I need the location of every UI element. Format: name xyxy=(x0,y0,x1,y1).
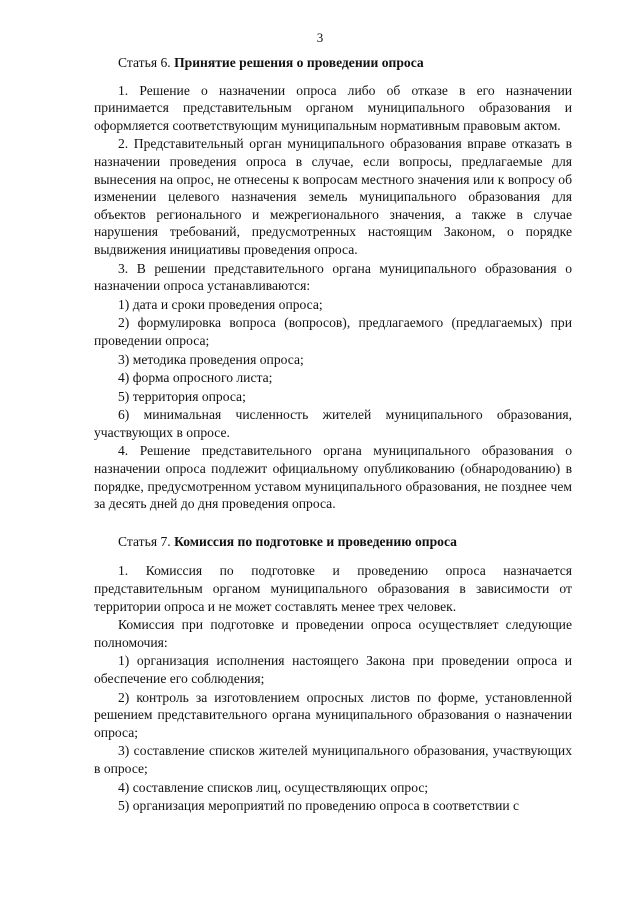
article-7-list-item-4: 4) составление списков лиц, осуществляющих опрос; xyxy=(118,779,429,795)
article-6-list-item-6: 6) минимальная численность жителей муниципального образования, участвующих в опросе. xyxy=(94,407,572,440)
article-6-paragraph-1: 1. Решение о назначении опроса либо об отказе в его назначении принимается представительным органом муниципального образования и оформляется соответствующим муниципальным нормативным правовым актом. xyxy=(94,82,572,133)
article-7-list-item-5: 5) организация мероприятий по проведению опроса в соответствии с xyxy=(118,798,520,814)
article-7-title: Комиссия по подготовке и проведению опроса xyxy=(174,533,457,549)
article-7-prefix: Статья 7. xyxy=(118,533,175,549)
article-7-paragraph-2: Комиссия при подготовке и проведении опроса осуществляет следующие полномочия: xyxy=(94,617,572,650)
article-7-list-item-1: 1) организация исполнения настоящего Закона при проведении опроса и обеспечение его соблюдения; xyxy=(94,653,572,686)
article-7-body xyxy=(94,562,572,814)
section-spacer xyxy=(94,513,572,529)
article-6-paragraph-3: 3. В решении представительного органа муниципального образования о назначении опроса устанавливаются: xyxy=(94,260,572,294)
article-6-list-item-2: 2) формулировка вопроса (вопросов), предлагаемого (предлагаемых) при проведении опроса; xyxy=(94,315,572,348)
article-6-prefix: Статья 6. xyxy=(118,55,175,70)
article-6-list-item-4: 4) форма опросного листа; xyxy=(118,370,273,386)
article-6-list-item-1: 1) дата и сроки проведения опроса; xyxy=(118,296,323,312)
article-7-paragraph-1: 1. Комиссия по подготовке и проведению опроса назначается представительным органом муниципального образования в зависимости от территории опроса и не может составлять менее трех человек. xyxy=(94,563,572,614)
article-6-list-item-5: 5) территория опроса; xyxy=(118,388,246,404)
page-number: 3 xyxy=(316,30,324,45)
document-body xyxy=(94,54,572,815)
article-6-list-item-3: 3) методика проведения опроса; xyxy=(118,351,304,367)
article-7-list-item-3: 3) составление списков жителей муниципального образования, участвующих в опросе; xyxy=(94,743,572,776)
article-7-list-item-2: 2) контроль за изготовлением опросных листов по форме, установленной решением представительного органа муниципального образования о назначении опроса; xyxy=(94,689,572,740)
article-6-body xyxy=(94,82,572,513)
article-6-paragraph-4: 4. Решение представительного органа муниципального образования о назначении опроса подлежит официальному опубликованию (обнародованию) в порядке, предусмотренном уставом муниципального образования, не позднее чем за десять дней до дня проведения опроса. xyxy=(94,443,572,512)
article-6-title: Принятие решения о проведении опроса xyxy=(174,55,424,70)
article-7-heading xyxy=(94,533,572,551)
article-6-heading xyxy=(94,54,572,72)
article-6-paragraph-2: 2. Представительный орган муниципального образования вправе отказать в назначении проведения опроса в случае, если вопросы, предлагаемые для вынесения на опрос, не отнесены к вопросам местного значения или к вопросу об изменении целевого назначения земель муниципального образования для объектов регионального и межрегионального значения, а также в случае нарушения требований, предусмотренных настоящим Законом, о порядке выдвижения инициативы проведения опроса. xyxy=(94,136,572,257)
